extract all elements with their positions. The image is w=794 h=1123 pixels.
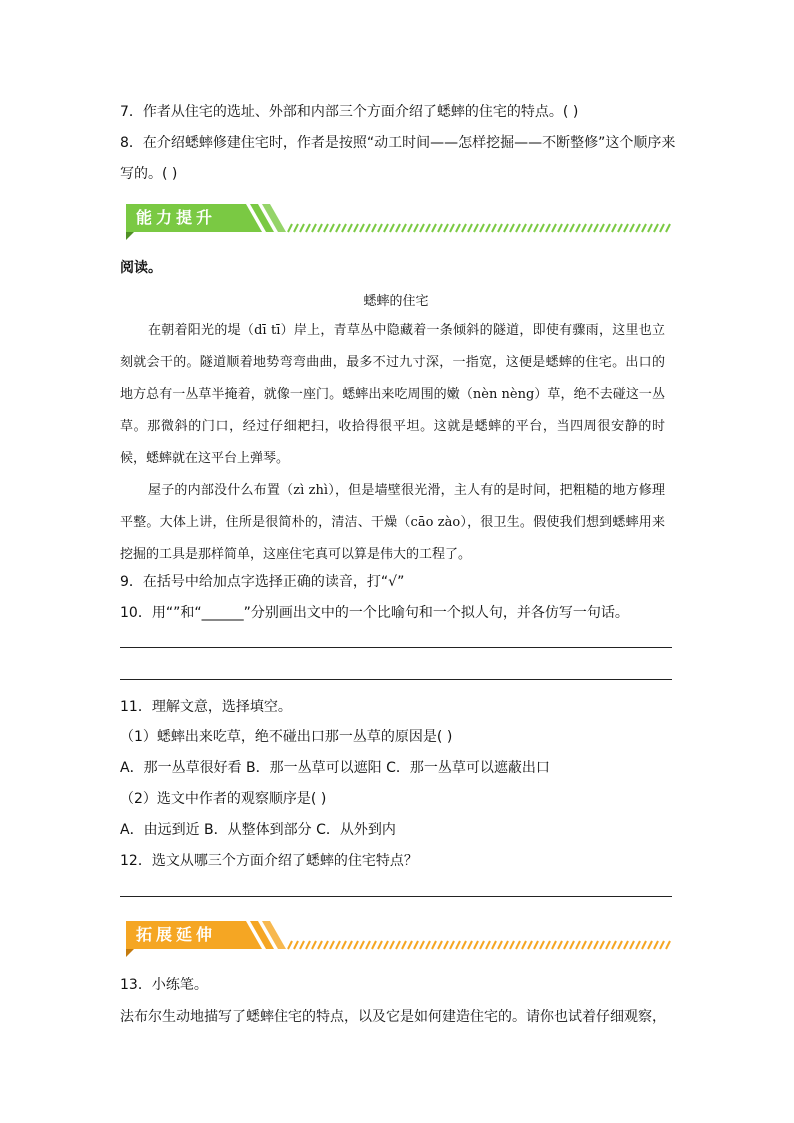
question-11-options2: A．由远到近 B．从整体到部分 C．从外到内 [120,822,396,838]
question-9: 9．在括号中给加点字选择正确的读音，打“√” [120,574,405,590]
answer-line [120,896,672,897]
passage-paragraph-2: 屋子的内部没什么布置（zì zhì），但是墙壁很光滑，主人有的是时间，把粗糙的地方修理平整。大体上讲，住所是很简朴的，清洁、干燥（cāo zào），很卫生。假使我们想到蟋蟀用来挖掘的工具是那样简单，这座住宅真可以算是伟大的工程了。 [120,483,665,562]
question-12: 12．选文从哪三个方面介绍了蟋蟀的住宅特点？ [120,853,418,869]
section-banner-extension [118,917,678,953]
section-title-ability: 能力提升 [136,208,217,227]
question-11-sub2: （2）选文中作者的观察顺序是( ) [120,791,327,807]
question-11-sub1: （1）蟋蟀出来吃草，绝不碰出口那一丛草的原因是( ) [120,729,453,745]
answer-line [120,647,672,648]
question-10: 10．用“”和“______”分别画出文中的一个比喻句和一个拟人句，并各仿写一句话。 [120,605,629,621]
section-banner-ability [118,200,678,236]
question-13-body: 法布尔生动地描写了蟋蟀住宅的特点，以及它是如何建造住宅的。请你也试着仔细观察， [120,1009,666,1025]
passage-paragraph-1: 在朝着阳光的堤（dī tī）岸上，青草丛中隐藏着一条倾斜的隧道，即使有骤雨，这里也立刻就会干的。隧道顺着地势弯弯曲曲，最多不过九寸深，一指宽，这便是蟋蟀的住宅。出口的地方总有一丛草半掩着，就像一座门。蟋蟀出来吃周围的嫩（nèn nèng）草，绝不去碰这一丛草。那微斜的门口，经过仔细耙扫，收拾得很平坦。这就是蟋蟀的平台，当四周很安静的时候，蟋蟀就在这平台上弹琴。 [120,323,665,466]
reading-label: 阅读。 [120,260,162,276]
reading-passage [120,315,665,571]
question-13: 13．小练笔。 [120,977,208,993]
question-8-line1: 8．在介绍蟋蟀修建住宅时，作者是按照“动工时间——怎样挖掘——不断整修”这个顺序来 [120,135,676,151]
question-8-line2: 写的。( ) [120,166,178,182]
question-11-options1: A．那一丛草很好看 B．那一丛草可以遮阳 C．那一丛草可以遮蔽出口 [120,760,550,776]
section-title-extension: 拓展延伸 [136,925,217,944]
passage-title: 蟋蟀的住宅 [363,294,429,309]
answer-line [120,679,672,680]
question-7: 7．作者从住宅的选址、外部和内部三个方面介绍了蟋蟀的住宅的特点。( ) [120,104,579,120]
question-11: 11．理解文意，选择填空。 [120,699,292,715]
